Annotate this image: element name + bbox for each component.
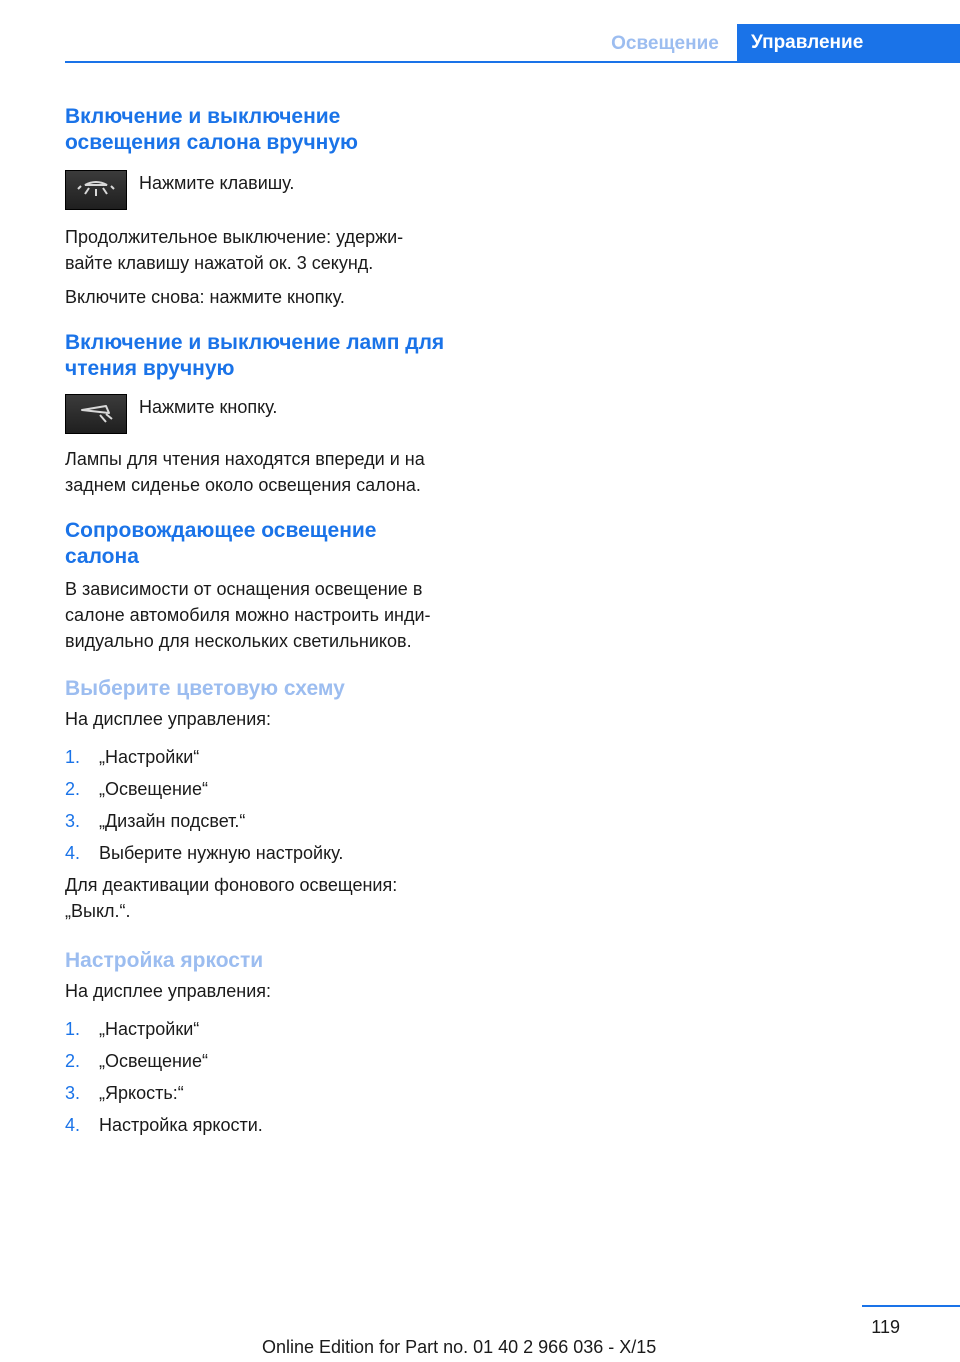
text-line: Продолжительное выключение: удержи- — [65, 227, 404, 247]
reading-lamps-description — [65, 446, 465, 498]
brightness-steps — [65, 1016, 465, 1138]
list-item — [65, 1048, 465, 1074]
heading-line: чтения вручную — [65, 357, 235, 380]
text-line: вайте клавишу нажатой ок. 3 секунд. — [65, 253, 374, 273]
list-item — [65, 808, 465, 834]
heading-line: салона — [65, 545, 139, 568]
step-number: 1. — [65, 747, 81, 767]
text-line: В зависимости от оснащения освещение в — [65, 579, 423, 599]
text-line: Лампы для чтения находятся впереди и на — [65, 449, 425, 469]
step-number: 4. — [65, 843, 81, 863]
heading-line: Включение и выключение ламп для — [65, 331, 445, 354]
heading-line: Включение и выключение — [65, 105, 341, 128]
step-text: „Дизайн подсвет.“ — [99, 811, 246, 831]
heading-reading-lamps — [65, 330, 465, 382]
press-key-text: Нажмите клавишу. — [139, 173, 295, 193]
header-chapter-tab: Управление — [737, 24, 960, 62]
edition-footer: Online Edition for Part no. 01 40 2 966 036 - X/15 — [262, 1337, 657, 1357]
text-line: заднем сиденье около освещения салона. — [65, 475, 421, 495]
list-item — [65, 776, 465, 802]
color-scheme-steps — [65, 744, 465, 866]
list-item — [65, 1112, 465, 1138]
page-content — [65, 104, 465, 1144]
deactivate-ambient-paragraph — [65, 872, 465, 924]
step-text: „Освещение“ — [99, 1051, 208, 1071]
footer-rule — [862, 1305, 960, 1307]
step-number: 1. — [65, 1019, 81, 1039]
step-number: 2. — [65, 1051, 81, 1071]
step-text: „Настройки“ — [99, 1019, 200, 1039]
text-line: салоне автомобиля можно настроить инди- — [65, 605, 431, 625]
heading-ambient-lighting — [65, 518, 465, 570]
heading-line: освещения салона вручную — [65, 131, 358, 154]
step-number: 3. — [65, 1083, 81, 1103]
step-text: „Настройки“ — [99, 747, 200, 767]
brightness-intro: На дисплее управления: — [65, 981, 272, 1001]
heading-color-scheme: Выберите цветовую схему — [65, 677, 345, 700]
text-line: Для деактивации фонового освещения: — [65, 875, 398, 895]
list-item — [65, 1080, 465, 1106]
interior-light-key-icon — [65, 170, 127, 210]
hold-off-paragraph — [65, 224, 465, 276]
list-item — [65, 840, 465, 866]
page-number: 119 — [871, 1317, 900, 1337]
text-line: „Выкл.“. — [65, 901, 131, 921]
heading-manual-interior — [65, 104, 465, 156]
heading-line: Сопровождающее освещение — [65, 519, 377, 542]
press-button-text: Нажмите кнопку. — [139, 397, 278, 417]
step-text: Настройка яркости. — [99, 1115, 263, 1135]
reading-light-key-icon — [65, 394, 127, 434]
step-number: 2. — [65, 779, 81, 799]
step-text: „Яркость:“ — [99, 1083, 184, 1103]
step-number: 4. — [65, 1115, 81, 1135]
header-section-label: Освещение — [611, 33, 719, 54]
step-number: 3. — [65, 811, 81, 831]
interior-light-instruction — [65, 170, 465, 210]
reading-light-instruction — [65, 394, 465, 434]
color-scheme-intro: На дисплее управления: — [65, 709, 272, 729]
list-item — [65, 1016, 465, 1042]
heading-brightness: Настройка яркости — [65, 949, 264, 972]
list-item — [65, 744, 465, 770]
step-text: „Освещение“ — [99, 779, 208, 799]
step-text: Выберите нужную настройку. — [99, 843, 344, 863]
text-line: видуально для нескольких светильников. — [65, 631, 412, 651]
ambient-description — [65, 576, 465, 654]
turn-on-again-text: Включите снова: нажмите кнопку. — [65, 287, 345, 307]
